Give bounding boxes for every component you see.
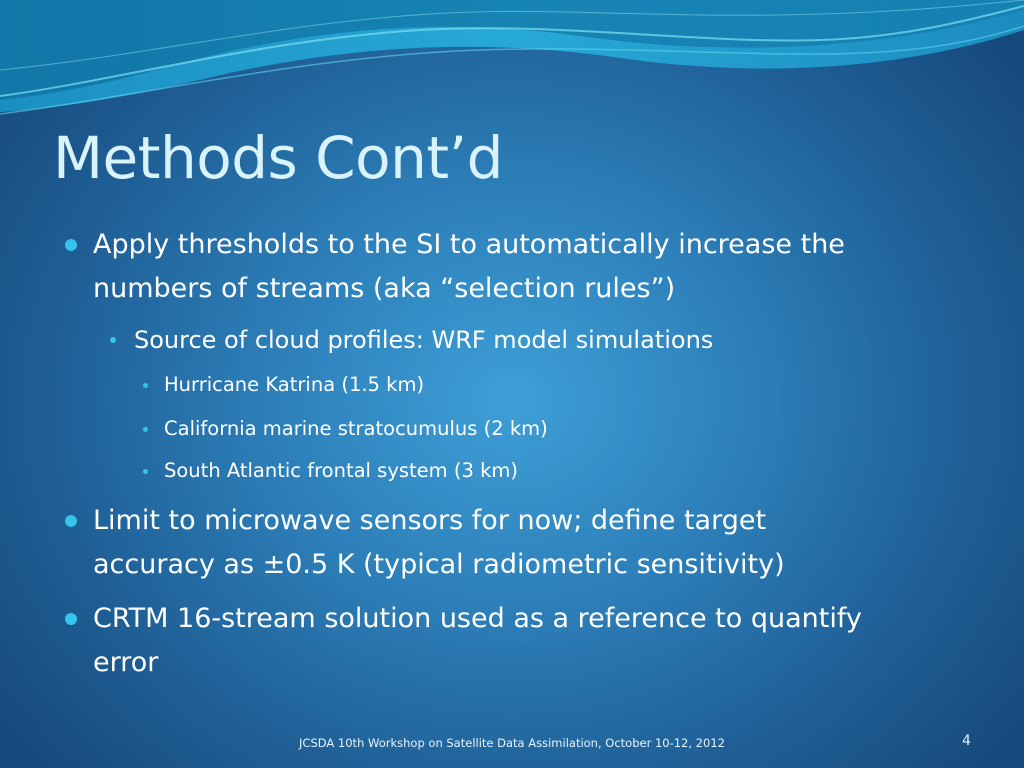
slide-footer: JCSDA 10th Workshop on Satellite Data Assimilation, October 10-12, 2012: [299, 736, 725, 750]
bullet-marker-icon: [143, 383, 148, 388]
bullet-text-line-2: accuracy as ±0.5 K (typical radiometric sensitivity): [93, 549, 785, 580]
sub-sub-bullet-south-atlantic: [164, 457, 518, 485]
bullet-marker-icon: [65, 515, 77, 527]
sub-bullet-cloud-profiles: [134, 324, 713, 356]
bullet-microwave-sensors: [93, 499, 785, 587]
bullet-crtm-reference: [93, 597, 862, 685]
bullet-marker-icon: [110, 337, 116, 343]
sub-sub-bullet-katrina: [164, 371, 424, 399]
bullet-selection-rules: [93, 223, 845, 311]
bullet-text-line-1: Apply thresholds to the SI to automatically increase the: [93, 229, 845, 260]
bullet-marker-icon: [143, 427, 148, 432]
sub-sub-bullet-text: Hurricane Katrina (1.5 km): [164, 373, 425, 396]
sub-sub-bullet-text: California marine stratocumulus (2 km): [164, 417, 548, 440]
page-number: 4: [962, 733, 971, 749]
bullet-text-line-1: Limit to microwave sensors for now; define target: [93, 505, 767, 536]
bullet-text-line-1: CRTM 16-stream solution used as a reference to quantify: [93, 603, 862, 634]
bullet-marker-icon: [143, 469, 148, 474]
bullet-text-line-2: numbers of streams (aka “selection rules”): [93, 273, 676, 304]
sub-bullet-text: Source of cloud profiles: WRF model simulations: [134, 326, 714, 354]
sub-sub-bullet-california: [164, 415, 548, 443]
sub-sub-bullet-text: South Atlantic frontal system (3 km): [164, 459, 518, 482]
bullet-text-line-2: error: [93, 647, 159, 678]
slide-title: Methods Cont’d: [53, 124, 503, 192]
bullet-marker-icon: [65, 613, 77, 625]
bullet-marker-icon: [65, 239, 77, 251]
